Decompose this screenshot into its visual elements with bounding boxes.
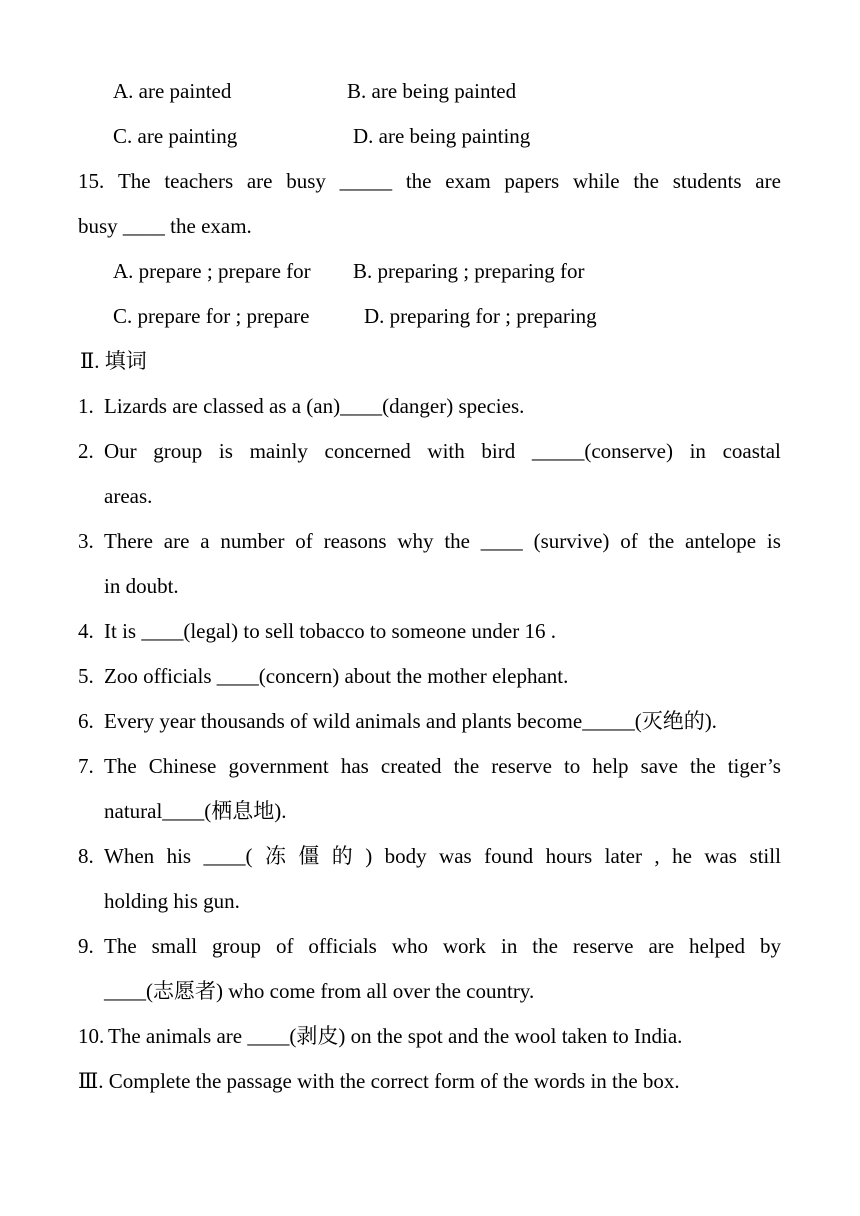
word: 冻 [264, 844, 286, 868]
q14-option-b: B. are being painted [347, 79, 517, 103]
item-2-number: 2. [78, 439, 94, 463]
word: his [166, 844, 192, 868]
word: ____ [480, 529, 523, 553]
word: later [604, 844, 642, 868]
word: teachers [164, 169, 234, 193]
word: by [759, 934, 781, 958]
word: bird [481, 439, 516, 463]
word: save [640, 754, 678, 778]
item-2-line2: areas. [104, 484, 153, 508]
word: government [228, 754, 329, 778]
word: the [633, 169, 659, 193]
word: the [444, 529, 470, 553]
item-6-text: Every year thousands of wild animals and plants become_____(灭绝的). [104, 709, 717, 733]
item-2-line1 [104, 438, 781, 464]
word: help [592, 754, 629, 778]
item-1-text: Lizards are classed as a (an)____(danger) species. [104, 394, 525, 418]
word: the [648, 529, 675, 553]
word: hours [545, 844, 593, 868]
word: When [104, 844, 155, 868]
word: still [749, 844, 781, 868]
word: concerned [324, 439, 411, 463]
item-3-line2: in doubt. [104, 574, 179, 598]
q15-option-c: C. prepare for ; prepare [113, 304, 310, 328]
word: the [453, 754, 480, 778]
word: ____( [203, 844, 253, 868]
word: officials [308, 934, 377, 958]
word: The [104, 754, 137, 778]
word: Our [104, 439, 137, 463]
word: The [104, 934, 137, 958]
word: reserve [572, 934, 634, 958]
word: why [397, 529, 434, 553]
word: 僵 [298, 844, 320, 868]
word: ) [365, 844, 373, 868]
item-7-line2: natural____(栖息地). [104, 799, 287, 823]
word: created [380, 754, 442, 778]
item-10-number: 10. [78, 1024, 105, 1048]
word: the [405, 169, 432, 193]
item-5-number: 5. [78, 664, 94, 688]
word: has [340, 754, 369, 778]
word: _____ [339, 169, 393, 193]
word: of [295, 529, 313, 553]
word: to [563, 754, 581, 778]
word: he [672, 844, 692, 868]
word: reserve [491, 754, 552, 778]
q14-option-d: D. are being painting [353, 124, 531, 148]
word: body [384, 844, 427, 868]
item-8-line1 [104, 843, 781, 869]
item-7-line1 [104, 753, 781, 779]
item-8-number: 8. [78, 844, 94, 868]
q15-question-line2: busy ____ the exam. [78, 214, 252, 238]
word: are [648, 934, 675, 958]
word: _____(conserve) [531, 439, 673, 463]
item-7-number: 7. [78, 754, 94, 778]
item-8-line2: holding his gun. [104, 889, 240, 913]
word: of [620, 529, 638, 553]
word: is [218, 439, 233, 463]
word: work [442, 934, 487, 958]
item-9-line1 [104, 933, 781, 959]
section-2-heading: Ⅱ. 填词 [80, 349, 147, 373]
item-3-number: 3. [78, 529, 94, 553]
item-4-text: It is ____(legal) to sell tobacco to someone under 16 . [104, 619, 556, 643]
word: antelope [684, 529, 757, 553]
q14-option-a: A. are painted [113, 79, 232, 103]
word: There [104, 529, 153, 553]
item-3-line1 [104, 528, 781, 554]
item-9-line2: ____(志愿者) who come from all over the country. [104, 979, 535, 1003]
word: was [704, 844, 737, 868]
q15-question-line1 [78, 168, 781, 194]
word: tiger’s [727, 754, 781, 778]
item-6-number: 6. [78, 709, 94, 733]
item-1-number: 1. [78, 394, 94, 418]
word: group [153, 439, 203, 463]
word: Chinese [148, 754, 217, 778]
word: exam [445, 169, 491, 193]
word: found [484, 844, 534, 868]
word: The [117, 169, 151, 193]
word: small [151, 934, 198, 958]
word: was [439, 844, 472, 868]
word: students [672, 169, 742, 193]
q15-option-b: B. preparing ; preparing for [353, 259, 585, 283]
word: group [212, 934, 262, 958]
word: who [391, 934, 428, 958]
word: with [427, 439, 465, 463]
word: , [654, 844, 660, 868]
word: mainly [249, 439, 308, 463]
word: busy [286, 169, 326, 193]
q15-option-a: A. prepare ; prepare for [113, 259, 311, 283]
word: in [689, 439, 706, 463]
word: (survive) [533, 529, 610, 553]
word: while [572, 169, 620, 193]
word: number [220, 529, 285, 553]
word: helped [689, 934, 745, 958]
word: are [163, 529, 190, 553]
word: reasons [323, 529, 387, 553]
item-5-text: Zoo officials ____(concern) about the mother elephant. [104, 664, 569, 688]
word: the [532, 934, 558, 958]
word: are [755, 169, 781, 193]
word: a [200, 529, 210, 553]
word: of [275, 934, 294, 958]
word: 的 [331, 844, 353, 868]
q14-option-c: C. are painting [113, 124, 238, 148]
word: in [501, 934, 518, 958]
item-10-text: The animals are ____(剥皮) on the spot and the wool taken to India. [108, 1024, 683, 1048]
word: the [689, 754, 716, 778]
item-9-number: 9. [78, 934, 94, 958]
word: coastal [722, 439, 781, 463]
item-4-number: 4. [78, 619, 94, 643]
section-3-heading: Ⅲ. Complete the passage with the correct form of the words in the box. [78, 1069, 680, 1093]
word: are [246, 169, 273, 193]
q15-option-d: D. preparing for ; preparing [364, 304, 597, 328]
word: 15. [78, 169, 105, 193]
word: is [766, 529, 781, 553]
word: papers [504, 169, 560, 193]
